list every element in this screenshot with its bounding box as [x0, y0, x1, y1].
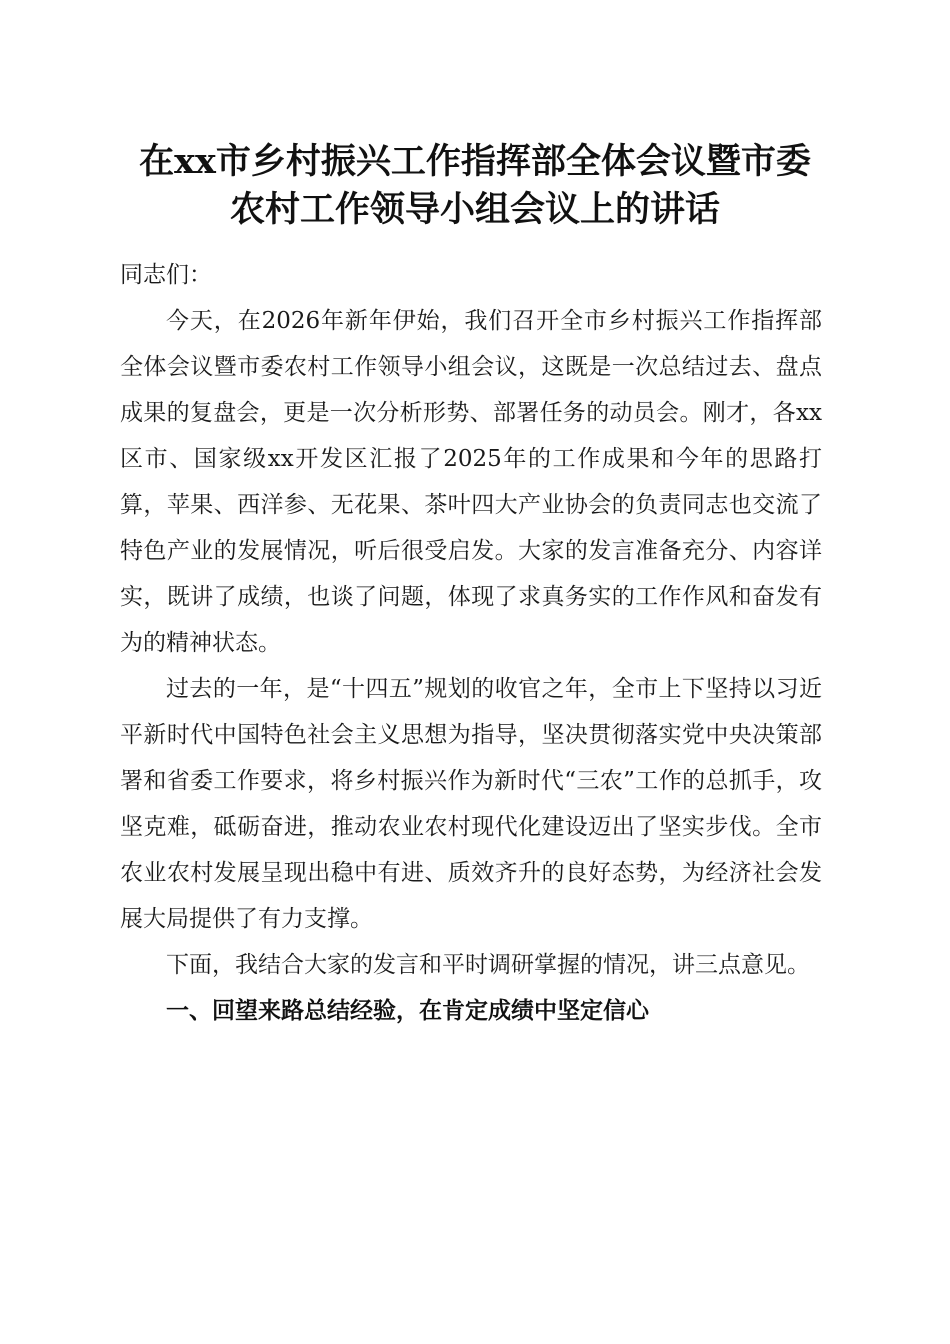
document-title: [110, 138, 840, 234]
paragraph-review: 过去的一年，是“十四五”规划的收官之年，全市上下坚持以习近平新时代中国特色社会主义思想为指导，坚决贯彻落实党中央决策部署和省委工作要求，将乡村振兴作为新时代“三农”工作的总抓手，攻坚克难，砥砺奋进，推动农业农村现代化建设迈出了坚实步伐。全市农业农村发展呈现出稳中有进、质效齐升的良好态势，为经济社会发展大局提供了有力支撑。: [120, 676, 822, 932]
title-line-1: 在xx市乡村振兴工作指挥部全体会议暨市委: [139, 141, 811, 182]
paragraph-transition: 下面，我结合大家的发言和平时调研掌握的情况，讲三点意见。: [166, 952, 810, 978]
document-body: [120, 252, 822, 1034]
title-line-2: 农村工作领导小组会议上的讲话: [229, 189, 720, 230]
section-heading-1: 一、回望来路总结经验，在肯定成绩中坚定信心: [166, 998, 649, 1024]
salutation: 同志们：: [120, 262, 212, 288]
paragraph-opening: 今天，在2026年新年伊始，我们召开全市乡村振兴工作指挥部全体会议暨市委农村工作领导小组会议，这既是一次总结过去、盘点成果的复盘会，更是一次分析形势、部署任务的动员会。刚才，各xx区市、国家级xx开发区汇报了2025年的工作成果和今年的思路打算，苹果、西洋参、无花果、茶叶四大产业协会的负责同志也交流了特色产业的发展情况，听后很受启发。大家的发言准备充分、内容详实，既讲了成绩，也谈了问题，体现了求真务实的工作作风和奋发有为的精神状态。: [120, 308, 822, 656]
